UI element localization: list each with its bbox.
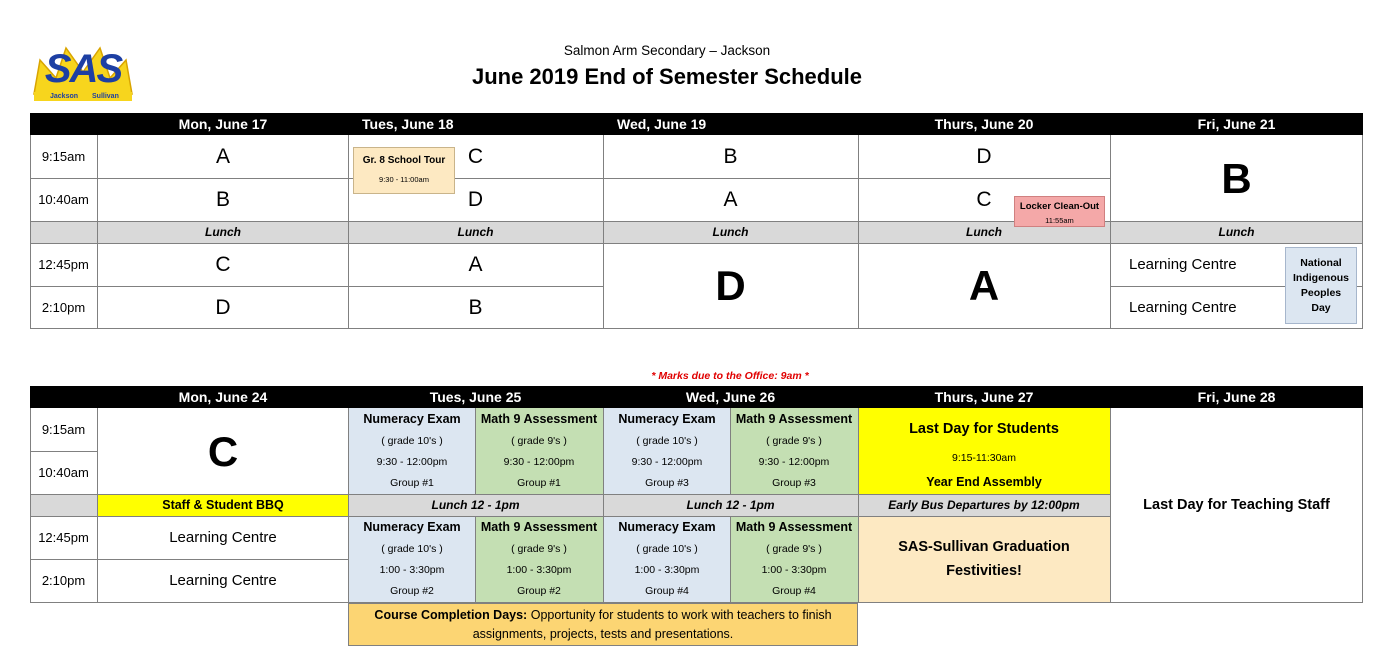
course-completion-text: Opportunity for students to work with teachers to finish assignments, projects, tests and presentations. — [472, 608, 832, 641]
exam-time: 9:30 - 12:00pm — [376, 455, 448, 468]
block-letter: B — [215, 187, 230, 211]
exam-title: Math 9 Assessment — [480, 412, 598, 426]
learning-centre: Learning Centre — [169, 572, 277, 589]
exam-grade: ( grade 9's ) — [511, 542, 567, 555]
logo-text: SAS — [44, 46, 122, 91]
exam-title: Numeracy Exam — [363, 520, 461, 534]
math9-assessment-block — [475, 516, 603, 602]
exam-title: Numeracy Exam — [618, 412, 716, 426]
learning-centre: Learning Centre — [169, 529, 277, 546]
numeracy-exam-block — [349, 408, 475, 494]
numeracy-exam-block — [604, 516, 730, 602]
school-name: Salmon Arm Secondary – Jackson — [563, 42, 771, 58]
exam-title: Numeracy Exam — [363, 412, 461, 426]
exam-time: 1:00 - 3:30pm — [506, 563, 572, 576]
day-header-tue-18: Tues, June 18 — [348, 113, 603, 135]
exam-grade: ( grade 9's ) — [766, 434, 822, 447]
day-header-mon-24: Mon, June 24 — [98, 386, 348, 408]
block-letter-large: D — [715, 262, 746, 309]
exam-time: 1:00 - 3:30pm — [634, 563, 700, 576]
exam-grade: ( grade 10's ) — [381, 434, 443, 447]
time-label: 10:40am — [38, 192, 89, 207]
day-header-fri-28: Fri, June 28 — [1110, 386, 1363, 408]
lunch-exam-label: Lunch 12 - 1pm — [348, 494, 603, 516]
indigenous-peoples-day-note: National Indigenous Peoples Day — [1285, 247, 1357, 324]
day-header-wed-26: Wed, June 26 — [603, 386, 858, 408]
school-tour-title: Gr. 8 School Tour — [362, 154, 446, 166]
block-letter: A — [723, 187, 738, 211]
lunch-exam-label: Lunch 12 - 1pm — [603, 494, 858, 516]
day-header-mon-17: Mon, June 17 — [98, 113, 348, 135]
time-label: 12:45pm — [38, 530, 89, 545]
math9-assessment-block — [730, 408, 858, 494]
block-letter: A — [215, 144, 230, 168]
exam-grade: ( grade 10's ) — [381, 542, 443, 555]
exam-group: Group #1 — [517, 476, 561, 489]
block-letter: B — [723, 144, 738, 168]
exam-group: Group #2 — [517, 584, 561, 597]
block-letter: C — [467, 144, 484, 168]
day-header-fri-21: Fri, June 21 — [1110, 113, 1363, 135]
early-bus-departures: Early Bus Departures by 12:00pm — [858, 494, 1110, 516]
lunch-label: Lunch — [348, 221, 603, 243]
block-letter: B — [468, 295, 483, 319]
year-end-assembly: Year End Assembly — [926, 475, 1042, 489]
logo-left-text: Jackson — [50, 93, 79, 100]
block-letter: C — [215, 252, 231, 276]
exam-grade: ( grade 10's ) — [636, 434, 698, 447]
exam-title: Numeracy Exam — [618, 520, 716, 534]
logo-right-text: Sullivan — [92, 93, 119, 100]
time-label: 2:10pm — [41, 573, 86, 588]
course-completion-note — [348, 603, 858, 646]
exam-group: Group #1 — [390, 476, 434, 489]
block-letter: D — [976, 144, 992, 168]
school-tour-time: 9:30 - 11:00am — [379, 174, 429, 184]
graduation-festivities-line2: Festivities! — [946, 563, 1022, 579]
marks-due-note: * Marks due to the Office: 9am * — [651, 370, 809, 382]
block-letter: D — [215, 295, 231, 319]
exam-group: Group #3 — [645, 476, 689, 489]
exam-title: Math 9 Assessment — [735, 520, 853, 534]
graduation-festivities-line1: SAS-Sullivan Graduation — [898, 539, 1070, 555]
course-completion-label: Course Completion Days: — [374, 608, 528, 622]
time-label: 12:45pm — [38, 257, 89, 272]
exam-time: 1:00 - 3:30pm — [761, 563, 827, 576]
day-header-wed-19: Wed, June 19 — [603, 113, 858, 135]
locker-cleanout-note — [1014, 196, 1105, 227]
day-header-thu-27: Thurs, June 27 — [858, 386, 1110, 408]
graduation-bg — [859, 516, 1110, 602]
locker-cleanout-time: 11:55am — [1045, 215, 1074, 225]
locker-cleanout-title: Locker Clean-Out — [1019, 200, 1100, 212]
time-label: 9:15am — [41, 422, 86, 437]
exam-time: 9:30 - 12:00pm — [503, 455, 575, 468]
block-letter: D — [467, 187, 484, 211]
lunch-label: Lunch — [98, 221, 348, 243]
exam-time: 9:30 - 12:00pm — [758, 455, 830, 468]
lunch-label: Lunch — [1110, 221, 1363, 243]
exam-grade: ( grade 9's ) — [511, 434, 567, 447]
exam-group: Group #4 — [772, 584, 816, 597]
block-letter: C — [976, 187, 992, 211]
exam-grade: ( grade 9's ) — [766, 542, 822, 555]
school-tour-note — [353, 147, 455, 194]
last-day-students: Last Day for Students — [909, 421, 1059, 437]
time-label: 10:40am — [38, 465, 89, 480]
block-letter-large: B — [1221, 154, 1252, 202]
time-label: 9:15am — [41, 149, 86, 164]
last-day-students-time: 9:15-11:30am — [951, 452, 1016, 464]
block-letter-large: A — [968, 262, 1000, 309]
day-header-tue-25: Tues, June 25 — [348, 386, 603, 408]
exam-time: 1:00 - 3:30pm — [379, 563, 445, 576]
numeracy-exam-block — [604, 408, 730, 494]
math9-assessment-block — [730, 516, 858, 602]
learning-centre: Learning Centre — [1129, 256, 1237, 273]
exam-group: Group #4 — [645, 584, 689, 597]
exam-grade: ( grade 10's ) — [636, 542, 698, 555]
block-letter: A — [468, 252, 483, 276]
exam-time: 9:30 - 12:00pm — [631, 455, 703, 468]
exam-group: Group #3 — [772, 476, 816, 489]
learning-centre: Learning Centre — [1129, 299, 1237, 316]
exam-group: Group #2 — [390, 584, 434, 597]
lunch-label: Lunch — [603, 221, 858, 243]
day-header-thu-20: Thurs, June 20 — [858, 113, 1110, 135]
exam-title: Math 9 Assessment — [735, 412, 853, 426]
exam-title: Math 9 Assessment — [480, 520, 598, 534]
last-day-teaching-staff: Last Day for Teaching Staff — [1143, 497, 1330, 513]
staff-student-bbq: Staff & Student BBQ — [98, 494, 348, 516]
numeracy-exam-block — [349, 516, 475, 602]
time-label: 2:10pm — [41, 300, 86, 315]
lunch-label: Lunch — [858, 221, 1110, 243]
block-letter-large: C — [207, 427, 239, 475]
page-title: June 2019 End of Semester Schedule — [471, 64, 863, 89]
math9-assessment-block — [475, 408, 603, 494]
